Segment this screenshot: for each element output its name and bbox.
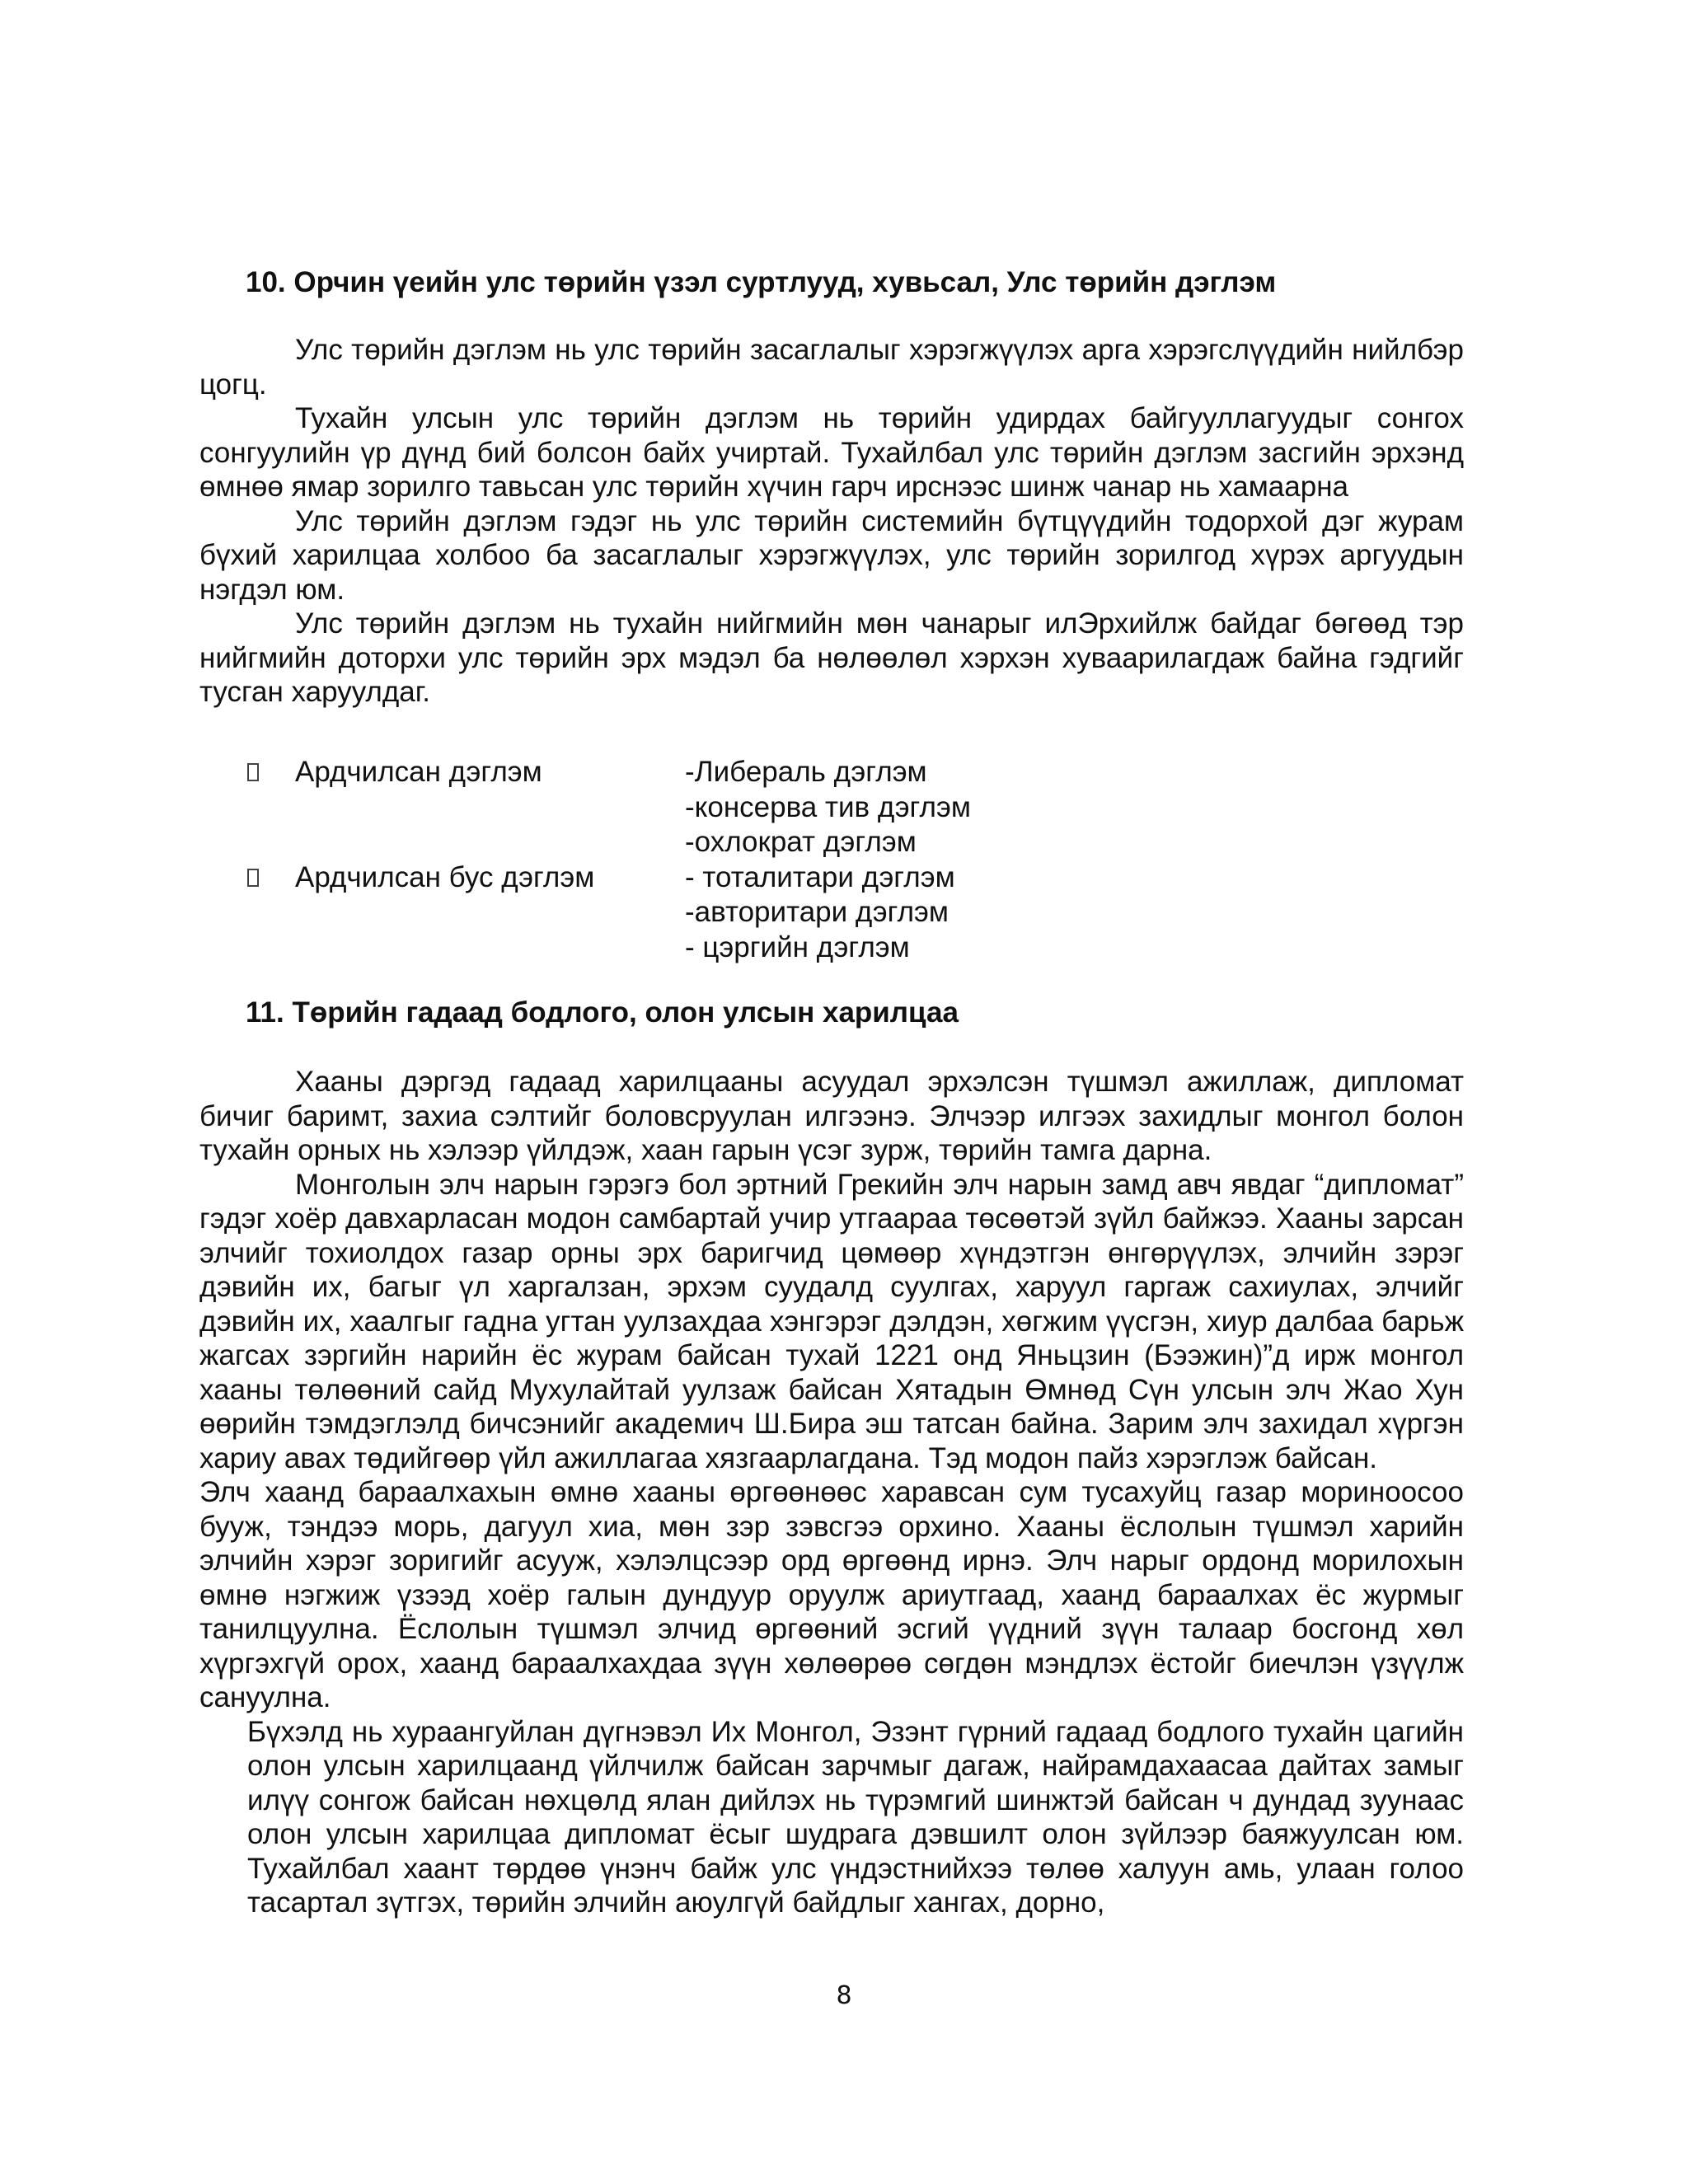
list-item	[247, 860, 1236, 896]
paragraph: Улс төрийн дэглэм нь улс төрийн засаглалыг хэрэгжүүлэх арга хэрэгслүүдийн нийлбэр цогц.	[199, 334, 1464, 401]
regime-type: -Либераль дэглэм	[685, 756, 927, 788]
list-item	[247, 895, 1236, 930]
list-item	[247, 930, 1236, 966]
bullet-box-icon	[247, 763, 259, 781]
paragraph: Тухайн улсын улс төрийн дэглэм нь төрийн удирдах байгууллагуудыг сонгох сонгуулийн үр дүнд бий болсон байх учиртай. Тухайлбал улс төрийн дэглэм засгийн эрхэнд өмнөө ямар зорилго тавьсан улс төрийн хүчин гарч ирснээс шинж чанар нь хамаарна	[199, 402, 1464, 503]
list-item	[247, 825, 1236, 860]
paragraph: Улс төрийн дэглэм нь тухайн нийгмийн мөн чанарыг илЭрхийлж байдаг бөгөөд тэр нийгмийн доторхи улс төрийн эрх мэдэл ба нөлөөлөл хэрхэн хуваарилагдаж байна гэдгийг тусган харуулдаг.	[199, 607, 1464, 708]
paragraph: Хааны дэргэд гадаад харилцааны асуудал эрхэлсэн түшмэл ажиллаж, дипломат бичиг баримт, захиа сэлтийг боловсруулан илгээнэ. Элчээр илгээх захидлыг монгол болон тухайн орных нь хэлээр үйлдэж, хаан гарын үсэг зурж, төрийн тамга дарна.	[199, 1066, 1464, 1166]
paragraph: Улс төрийн дэглэм гэдэг нь улс төрийн системийн бүтцүүдийн тодорхой дэг журам бүхий харилцаа холбоо ба засаглалыг хэрэгжүүлэх, улс төрийн зорилгод хүрэх аргуудын нэгдэл юм.	[199, 504, 1464, 606]
list-item	[247, 755, 1236, 790]
section-11-heading: 11. Төрийн гадаад бодлого, олон улсын харилцаа	[246, 996, 959, 1029]
section-11-body	[199, 1065, 1464, 1920]
regime-list	[247, 755, 1236, 965]
section-10-body	[199, 333, 1464, 710]
regime-type: - тоталитари дэглэм	[685, 860, 955, 893]
regime-type: -охлократ дэглэм	[685, 826, 917, 858]
regime-type: -авторитари дэглэм	[685, 896, 949, 928]
paragraph: Монголын элч нарын гэрэгэ бол эртний Грекийн элч нарын замд авч явдаг “дипломат” гэдэг хоёр давхарласан модон самбартай учир утгаараа төсөөтэй зүйл байжээ. Хааны зарсан элчийг тохиолдох газар орны эрх баригчид цөмөөр хүндэтгэн өнгөрүүлэх, элчийн зэрэг дэвийн их, багыг үл харгалзан, эрхэм суудалд суулгах, харуул гаргаж сахиулах, элчийг дэвийн их, хаалгыг гадна угтан уулзахдаа хэнгэрэг дэлдэн, хөгжим үүсгэн, хиур далбаа барьж жагсах зэргийн нарийн ёс журам байсан тухай 1221 онд Яньцзин (Бээжин)”д ирж монгол хааны төлөөний сайд Мухулайтай уулзаж байсан Хятадын Өмнөд Сүн улсын элч Жао Хун өөрийн тэмдэглэлд бичсэнийг академич Ш.Бира эш татсан байна. Зарим элч захидал хүргэн хариу авах төдийгөөр үйл ажиллагаа хязгаарлагдана. Тэд модон пайз хэрэглэж байсан.	[199, 1168, 1464, 1474]
page-number: 8	[836, 1981, 852, 2010]
list-item	[247, 790, 1236, 826]
paragraph: Бүхэлд нь хураангуйлан дүгнэвэл Их Монгол, Эзэнт гүрний гадаад бодлого тухайн цагийн олон улсын харилцаанд үйлчилж байсан зарчмыг дагаж, найрамдахаасаа дайтах замыг илүү сонгож байсан нөхцөлд ялан дийлэх нь түрэмгий шинжтэй байсан ч дундад зуунаас олон улсын харилцаа дипломат ёсыг шудрага дэвшилт олон зүйлээр баяжуулсан юм. Тухайлбал хаант төрдөө үнэнч байж улс үндэстнийхээ төлөө халуун амь, улаан голоо тасартал зүтгэх, төрийн элчийн аюулгүй байдлыг хангах, дорно,	[247, 1715, 1464, 1919]
regime-type: - цэргийн дэглэм	[685, 930, 910, 963]
paragraph: Элч хаанд бараалхахын өмнө хааны өргөөнөөс харавсан сум тусахуйц газар мориноосоо бууж, тэндээ морь, дагуул хиа, мөн зэр зэвсгээ орхино. Хааны ёслолын түшмэл харийн элчийн хэрэг зоригийг асууж, хэлэлцсээр орд өргөөнд ирнэ. Элч нарыг ордонд морилохын өмнө нэгжиж үзээд хоёр галын дундуур оруулж ариутгаад, хаанд бараалхах ёс журмыг танилцуулна. Ёслолын түшмэл элчид өргөөний эсгий үүдний зүүн талаар босгонд хөл хүргэхгүй орох, хаанд бараалхахдаа зүүн хөлөөрөө сөгдөн мэндлэх ёстойг биечлэн үзүүлж сануулна.	[199, 1476, 1464, 1713]
bullet-box-icon	[247, 869, 259, 887]
regime-category: Ардчилсан дэглэм	[295, 756, 542, 788]
section-10-heading: 10. Орчин үеийн улс төрийн үзэл суртлууд, хувьсал, Улс төрийн дэглэм	[246, 266, 1277, 298]
regime-type: -консерва тив дэглэм	[685, 790, 971, 823]
regime-category: Ардчилсан бус дэглэм	[295, 860, 595, 893]
